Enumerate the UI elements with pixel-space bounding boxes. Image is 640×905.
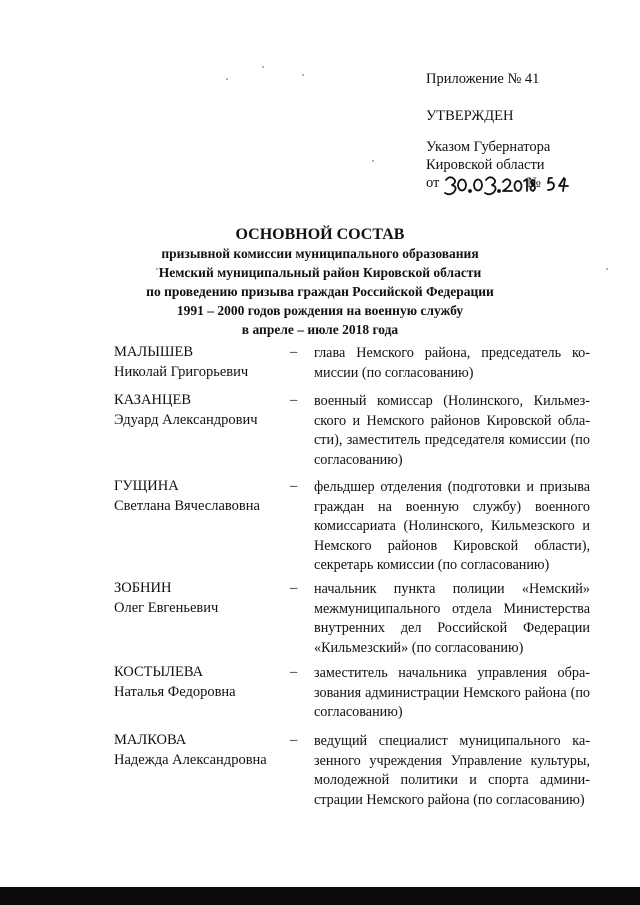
scan-speck: [262, 66, 264, 68]
member-role: заместитель начальника управления образования администрации Немского района (по согласованию): [314, 665, 590, 720]
member-given-name: Эдуард Александрович: [114, 412, 258, 428]
member-dash: –: [290, 732, 298, 748]
member-given-name: Надежда Александровна: [114, 752, 267, 768]
member-role: ведущий специалист муниципального казенного учреждения Управление культуры, молодежной политики и спорта администрации Немского района (по согласованию): [314, 733, 590, 808]
member-surname: МАЛКОВА: [114, 732, 187, 748]
member-dash: –: [290, 392, 298, 408]
scan-speck: [302, 74, 304, 76]
member-surname: КАЗАНЦЕВ: [114, 392, 191, 408]
scan-edge: [0, 887, 640, 905]
date-prefix: от: [426, 175, 440, 191]
scan-speck: [226, 78, 228, 80]
member-surname: ЗОБНИН: [114, 580, 172, 596]
document-title: ОСНОВНОЙ СОСТАВ: [235, 226, 405, 243]
approved-label: УТВЕРЖДЕН: [426, 108, 514, 124]
member-given-name: Наталья Федоровна: [114, 684, 236, 700]
member-surname: ГУЩИНА: [114, 478, 179, 494]
subtitle-line-1: призывной комиссии муниципального образования: [161, 246, 479, 261]
number-prefix: №: [527, 175, 541, 191]
member-dash: –: [290, 664, 298, 680]
scan-speck: [372, 160, 374, 162]
scan-speck: [156, 268, 158, 270]
member-dash: –: [290, 580, 298, 596]
scan-speck: [606, 268, 608, 270]
member-surname: КОСТЫЛЕВА: [114, 664, 204, 680]
member-role: начальник пункта полиции «Немский» межмуниципального отдела Министерства внутренних дел Российской Федерации «Кильмезский» (по согласованию): [314, 581, 590, 656]
member-role: глава Немского района, председатель комиссии (по согласованию): [314, 345, 590, 381]
subtitle-line-2: Немский муниципальный район Кировской области: [158, 265, 482, 280]
member-given-name: Олег Евгеньевич: [114, 600, 219, 616]
decree-line-1: Указом Губернатора: [426, 139, 551, 155]
appendix-number: Приложение № 41: [426, 71, 540, 87]
member-dash: –: [290, 344, 298, 360]
decree-line-2: Кировской области: [426, 157, 545, 173]
subtitle-line-3: по проведению призыва граждан Российской Федерации: [146, 284, 494, 299]
member-given-name: Николай Григорьевич: [114, 364, 249, 380]
member-role: военный комиссар (Нолинского, Кильмезского и Немского районов Кировской области), заместитель председателя комиссии (по согласованию): [314, 393, 590, 468]
member-dash: –: [290, 478, 298, 494]
subtitle-line-5: в апреле – июле 2018 года: [241, 322, 399, 337]
member-given-name: Светлана Вячеславовна: [114, 498, 260, 514]
subtitle-line-4: 1991 – 2000 годов рождения на военную службу: [176, 303, 464, 318]
member-role: фельдшер отделения (подготовки и призыва граждан на военную службу) военного комиссариата (Нолинского, Кильмезского и Немского районов Кировской области), секретарь комиссии (по согласованию): [314, 479, 590, 573]
member-surname: МАЛЫШЕВ: [114, 344, 193, 360]
